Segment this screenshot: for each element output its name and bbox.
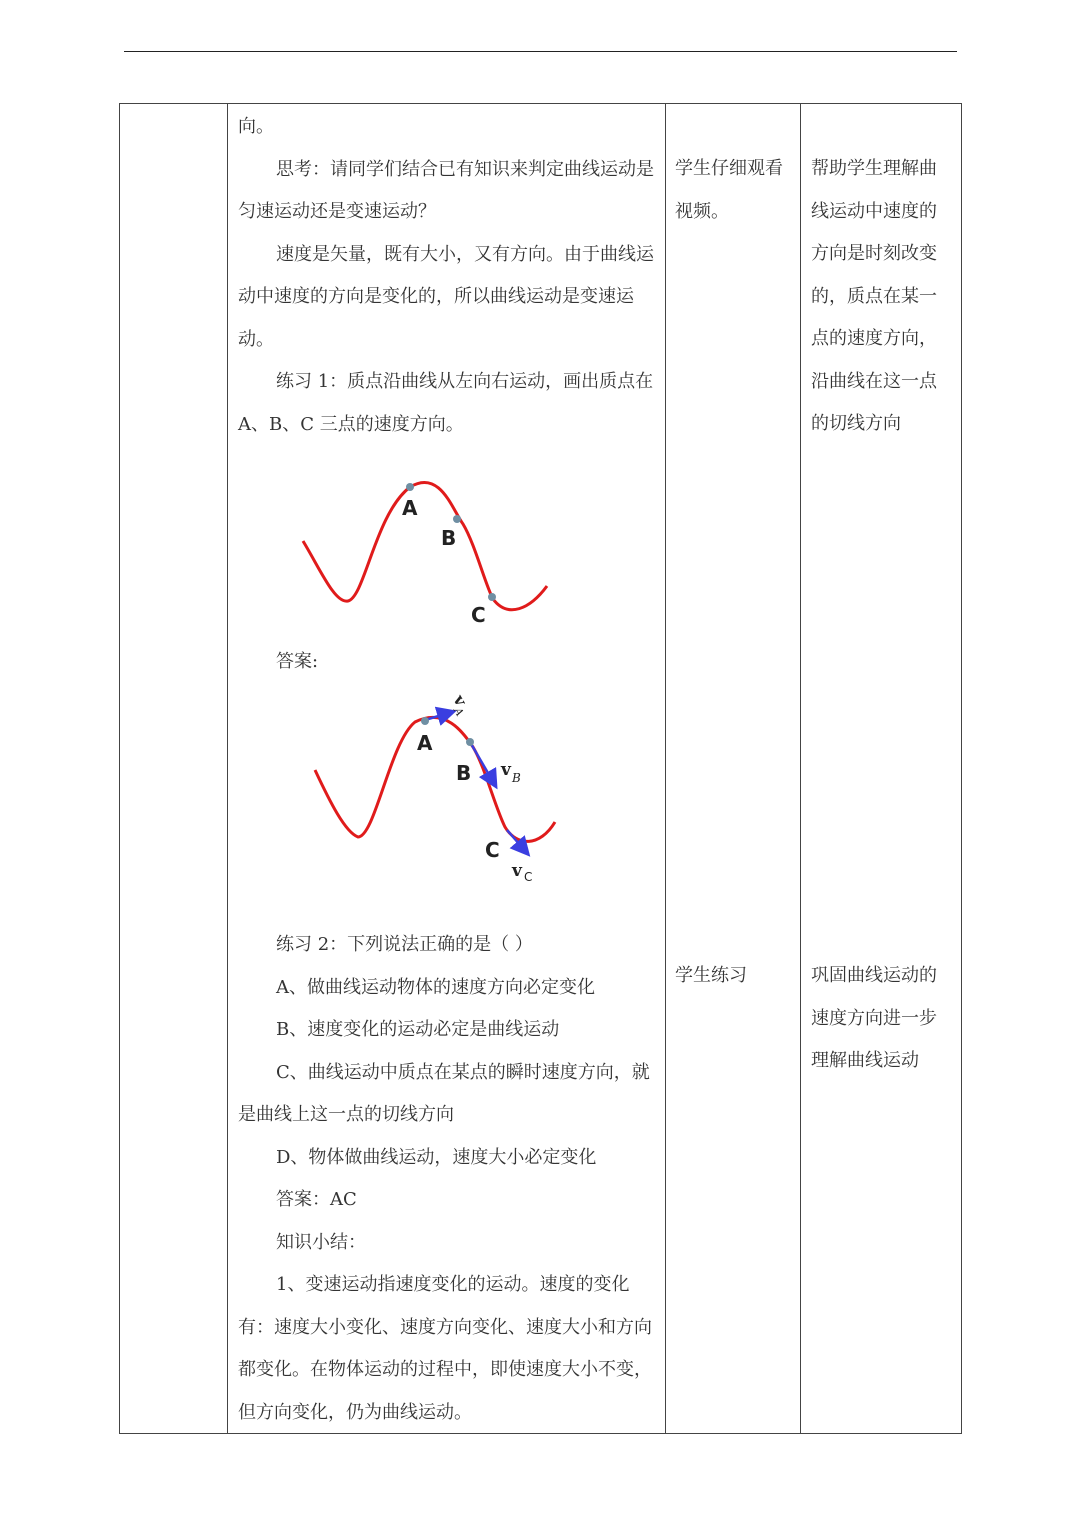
option-c: C、曲线运动中质点在某点的瞬时速度方向，就是曲线上这一点的切线方向 xyxy=(238,1061,650,1125)
student-activity-2 xyxy=(675,955,795,998)
answer-point-label-c: C xyxy=(485,838,500,862)
column-divider xyxy=(800,104,801,1433)
paragraph-velocity-vector: 速度是矢量，既有大小，又有方向。由于曲线运动中速度的方向是变化的，所以曲线运动是变速运动。 xyxy=(238,243,654,350)
exercise-1-figure xyxy=(295,474,575,634)
paragraph-think: 思考：请同学们结合已有知识来判定曲线运动是匀速运动还是变速运动？ xyxy=(238,158,654,222)
design-intent-2 xyxy=(811,955,951,1083)
summary-point-1: 1、变速运动指速度变化的运动。速度的变化有：速度大小变化、速度方向变化、速度大小和方向都变化。在物体运动的过程中，即使速度大小不变，但方向变化，仍为曲线运动。 xyxy=(238,1274,652,1423)
velocity-a-subscript: A xyxy=(451,705,467,719)
option-d: D、物体做曲线运动，速度大小必定变化 xyxy=(276,1146,597,1168)
design-intent-1 xyxy=(811,148,951,446)
answer-label: 答案: xyxy=(276,651,319,672)
point-label-b: B xyxy=(441,526,457,550)
student-activity-text-1: 学生仔细观看视频。 xyxy=(675,158,783,222)
summary-title: 知识小结： xyxy=(276,1231,366,1253)
exercise-1-answer-figure xyxy=(305,687,595,887)
header-rule xyxy=(124,51,957,52)
column-divider xyxy=(665,104,666,1433)
paragraph-continuation: 向。 xyxy=(238,116,274,137)
velocity-b-symbol: v xyxy=(501,760,511,780)
answer-label-block xyxy=(238,641,656,684)
velocity-c-subscript: C xyxy=(524,870,533,884)
point-label-c: C xyxy=(471,603,486,627)
teaching-content-bottom xyxy=(238,924,656,1434)
paragraph-exercise-2: 练习 2：下列说法正确的是（ ） xyxy=(276,934,533,955)
column-divider xyxy=(227,104,228,1433)
answer-point-label-a: A xyxy=(417,731,433,755)
lesson-table xyxy=(119,103,962,1434)
point-label-a: A xyxy=(402,496,418,520)
answer-2: 答案：AC xyxy=(276,1189,357,1210)
option-b: B、速度变化的运动必定是曲线运动 xyxy=(276,1019,560,1040)
student-activity-text-2: 学生练习 xyxy=(675,965,747,986)
velocity-b-subscript: B xyxy=(512,771,521,785)
velocity-a-symbol: v xyxy=(449,691,471,710)
design-intent-text-1: 帮助学生理解曲线运动中速度的方向是时刻改变的，质点在某一点的速度方向，沿曲线在这一点的切线方向 xyxy=(811,158,937,434)
student-activity-1 xyxy=(675,148,795,233)
velocity-c-symbol: v xyxy=(512,861,522,881)
paragraph-exercise-1: 练习 1：质点沿曲线从左向右运动，画出质点在 A、B、C 三点的速度方向。 xyxy=(238,371,654,435)
design-intent-text-2: 巩固曲线运动的速度方向进一步理解曲线运动 xyxy=(811,965,937,1071)
teaching-content-top xyxy=(238,106,656,446)
answer-point-label-b: B xyxy=(456,761,472,785)
option-a: A、做曲线运动物体的速度方向必定变化 xyxy=(276,976,595,998)
